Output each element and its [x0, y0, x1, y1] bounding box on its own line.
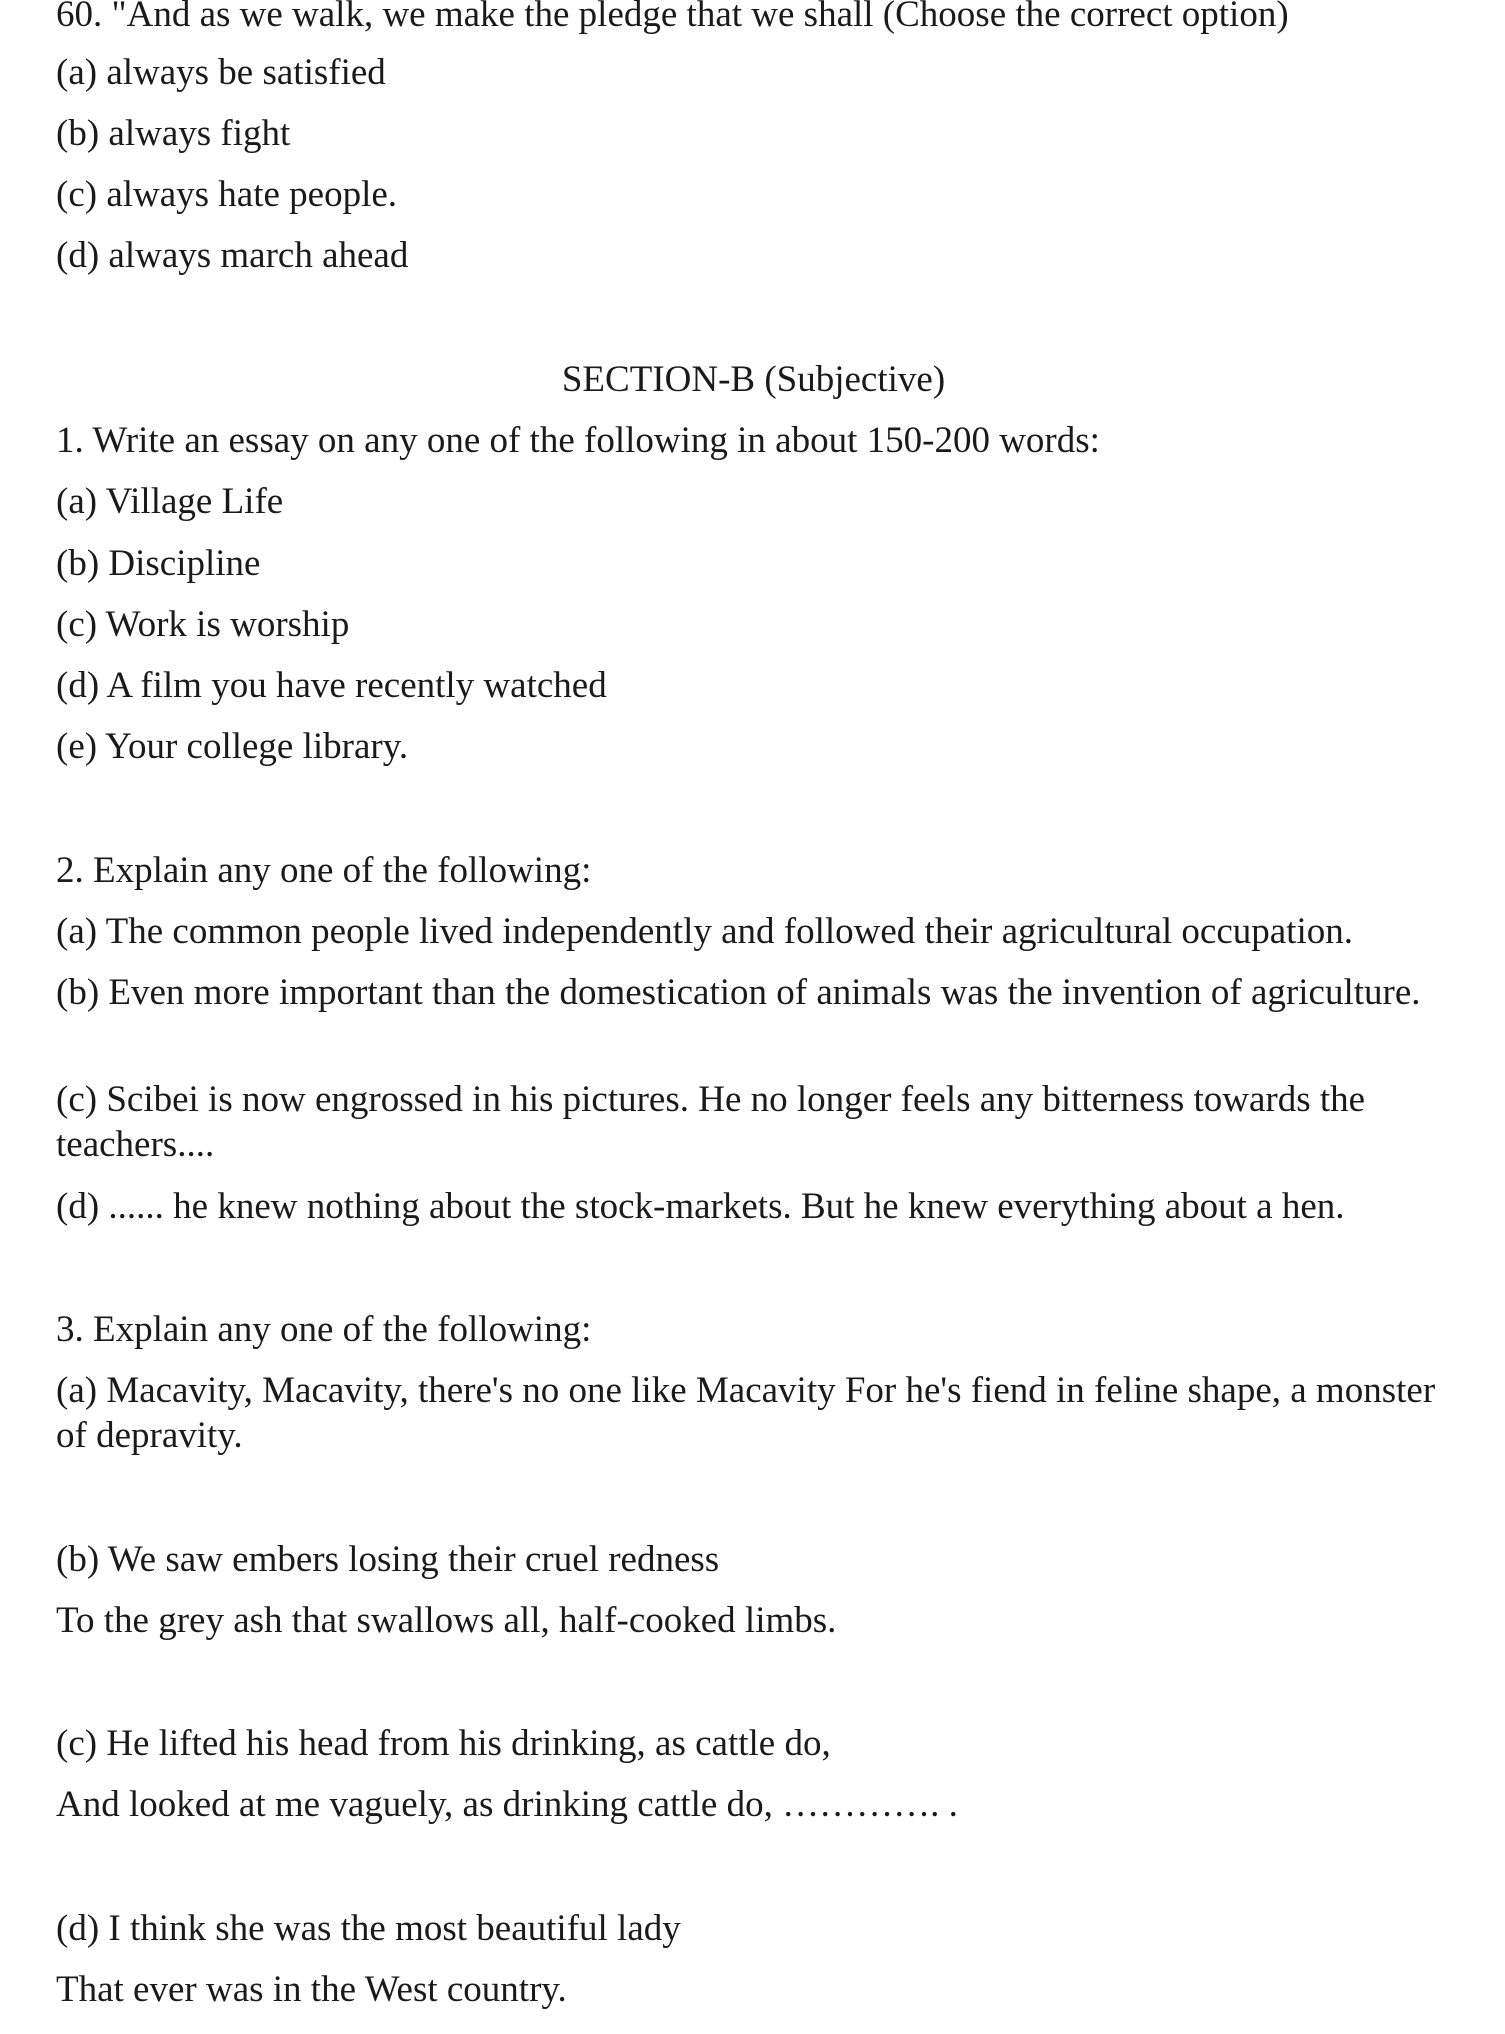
q1-option-d: (d) A film you have recently watched	[56, 665, 607, 706]
q1-option-b: (b) Discipline	[56, 543, 261, 584]
q2-stem: 2. Explain any one of the following:	[56, 850, 592, 891]
q2-option-d: (d) ...... he knew nothing about the stock-markets. But he knew everything about a hen.	[56, 1186, 1345, 1227]
q3-option-d-line1: (d) I think she was the most beautiful lady	[56, 1908, 681, 1949]
q3-option-a: (a) Macavity, Macavity, there's no one like Macavity For he's fiend in feline shape, a monster of depravity.	[56, 1370, 1436, 1456]
q3-option-b-line1: (b) We saw embers losing their cruel redness	[56, 1539, 720, 1580]
q1-option-e: (e) Your college library.	[56, 726, 409, 767]
q2-option-a: (a) The common people lived independently and followed their agricultural occupation.	[56, 911, 1353, 952]
q1-stem: 1. Write an essay on any one of the following in about 150-200 words:	[56, 420, 1100, 461]
q3-option-c-line2: And looked at me vaguely, as drinking cattle do, …………. .	[56, 1784, 958, 1825]
q60-option-d: (d) always march ahead	[56, 235, 409, 276]
q1-option-c: (c) Work is worship	[56, 604, 350, 645]
q3-option-c-line1: (c) He lifted his head from his drinking, as cattle do,	[56, 1723, 831, 1764]
q2-option-b: (b) Even more important than the domestication of animals was the invention of agriculture.	[56, 972, 1421, 1013]
q60-option-c: (c) always hate people.	[56, 174, 398, 215]
q60-option-a: (a) always be satisfied	[56, 52, 386, 93]
q60-option-b: (b) always fight	[56, 113, 291, 154]
q1-option-a: (a) Village Life	[56, 481, 284, 522]
q2-option-c: (c) Scibei is now engrossed in his pictures. He no longer feels any bitterness towards the teachers....	[56, 1079, 1366, 1165]
q3-option-d-line2: That ever was in the West country.	[56, 1969, 567, 2010]
q60-stem: 60. "And as we walk, we make the pledge that we shall (Choose the correct option)	[56, 0, 1289, 35]
section-b-heading: SECTION-B (Subjective)	[561, 359, 946, 400]
q3-stem: 3. Explain any one of the following:	[56, 1309, 592, 1350]
q3-option-b-line2: To the grey ash that swallows all, half-cooked limbs.	[56, 1600, 837, 1641]
